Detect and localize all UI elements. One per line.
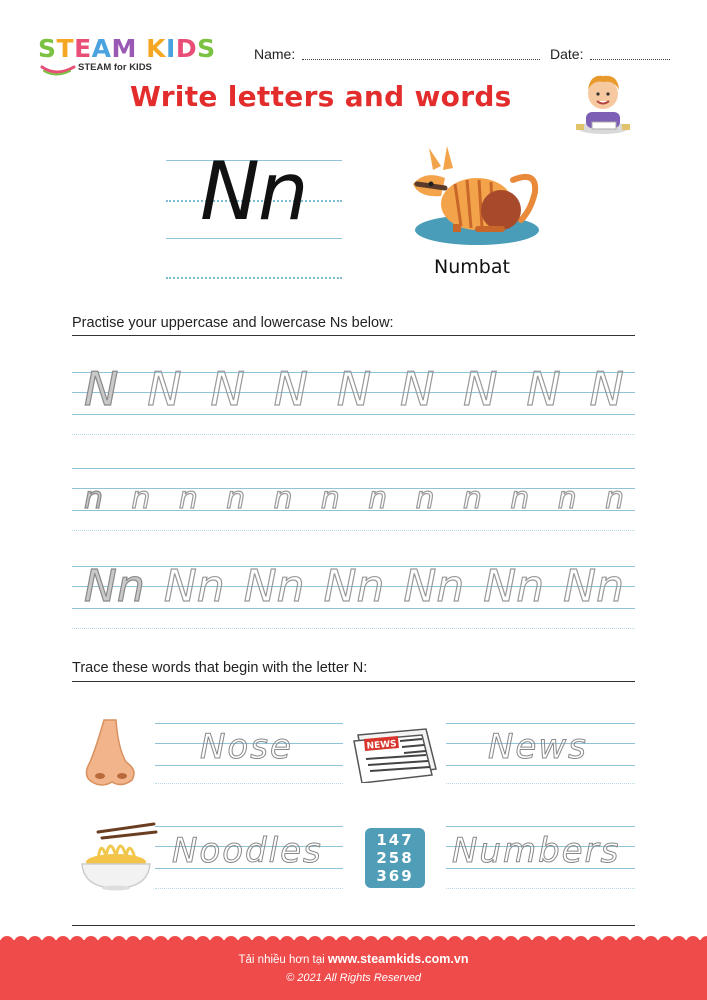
guide-line bbox=[446, 723, 635, 724]
divider bbox=[72, 925, 635, 926]
trace-letter[interactable]: n bbox=[226, 481, 246, 516]
trace-letter[interactable]: N bbox=[463, 362, 498, 416]
guide-line bbox=[155, 723, 343, 724]
trace-letter[interactable]: Nn bbox=[243, 561, 305, 612]
trace-letter[interactable]: n bbox=[462, 481, 482, 516]
footer-copyright: © 2021 All Rights Reserved bbox=[286, 972, 421, 984]
digit-row: 258 bbox=[376, 849, 414, 867]
trace-letter[interactable]: n bbox=[604, 481, 624, 516]
logo-letter: S bbox=[38, 34, 57, 63]
logo-wordmark bbox=[38, 34, 216, 63]
name-field[interactable] bbox=[302, 59, 540, 60]
logo-tagline: STEAM for KIDS bbox=[78, 62, 152, 73]
trace-letter[interactable]: Nn bbox=[403, 561, 465, 612]
word-trace-news[interactable]: News bbox=[488, 727, 588, 767]
section1-instruction: Practise your uppercase and lowercase Ns below: bbox=[72, 315, 394, 331]
trace-letter[interactable]: n bbox=[415, 481, 435, 516]
footer-site-link[interactable]: www.steamkids.com.vn bbox=[327, 952, 469, 966]
guide-line-dotted bbox=[446, 783, 635, 784]
trace-letter[interactable]: N bbox=[273, 362, 308, 416]
trace-letter[interactable]: Nn bbox=[483, 561, 545, 612]
lowercase-trace-row[interactable] bbox=[84, 482, 624, 516]
date-field[interactable] bbox=[590, 59, 670, 60]
logo-letter: D bbox=[175, 34, 198, 63]
trace-letter[interactable]: N bbox=[526, 362, 561, 416]
word-trace-noodles[interactable]: Noodles bbox=[172, 831, 323, 871]
logo-swoosh-icon bbox=[40, 63, 76, 77]
word-trace-nose[interactable]: Nose bbox=[200, 727, 293, 767]
news-badge: NEWS bbox=[366, 739, 398, 752]
logo-letter: A bbox=[91, 34, 112, 63]
section2-instruction: Trace these words that begin with the letter N: bbox=[72, 660, 368, 676]
guide-line-dotted bbox=[72, 628, 635, 629]
logo-letter: T bbox=[56, 34, 75, 63]
logo-letter bbox=[137, 34, 146, 63]
trace-letter[interactable]: n bbox=[557, 481, 577, 516]
trace-letter[interactable]: Nn bbox=[323, 561, 385, 612]
trace-letter[interactable]: N bbox=[147, 362, 182, 416]
numbers-icon bbox=[365, 828, 425, 888]
trace-letter[interactable]: N bbox=[210, 362, 245, 416]
featured-letters: Nn bbox=[200, 145, 307, 238]
trace-letter[interactable]: n bbox=[273, 481, 293, 516]
trace-letter[interactable]: n bbox=[178, 481, 198, 516]
footer-prefix: Tải nhiều hơn tại bbox=[238, 954, 325, 966]
animal-caption: Numbat bbox=[434, 256, 510, 278]
guide-line-dotted bbox=[155, 888, 343, 889]
logo-letter: I bbox=[166, 34, 176, 63]
guide-line bbox=[155, 826, 343, 827]
newspaper-icon bbox=[352, 725, 438, 783]
logo-letter: E bbox=[74, 34, 92, 63]
page-title: Write letters and words bbox=[130, 80, 512, 113]
trace-letter[interactable]: N bbox=[336, 362, 372, 416]
trace-letter[interactable]: Nn bbox=[163, 561, 225, 612]
noodles-icon bbox=[78, 822, 158, 892]
footer-download-line bbox=[0, 952, 707, 966]
guide-line-dotted bbox=[446, 888, 635, 889]
numbat-icon bbox=[405, 140, 545, 250]
guide-line bbox=[166, 238, 342, 239]
guide-line bbox=[72, 468, 635, 469]
logo-letter: K bbox=[146, 34, 166, 63]
trace-letter[interactable]: n bbox=[320, 481, 340, 516]
digit-row: 147 bbox=[376, 831, 414, 849]
pair-trace-row[interactable] bbox=[84, 560, 624, 612]
trace-letter[interactable]: n bbox=[131, 481, 151, 516]
trace-letter[interactable]: Nn bbox=[563, 561, 624, 612]
footer-band bbox=[0, 940, 707, 1000]
guide-line-dotted bbox=[72, 434, 635, 435]
model-letter: N bbox=[84, 362, 119, 416]
guide-line-dotted bbox=[72, 530, 635, 531]
logo-letter: M bbox=[111, 34, 137, 63]
child-writing-icon bbox=[572, 66, 634, 136]
nose-icon bbox=[82, 718, 138, 788]
model-letter: Nn bbox=[84, 561, 145, 612]
uppercase-trace-row[interactable] bbox=[84, 364, 624, 416]
date-label: Date: bbox=[550, 46, 584, 62]
guide-line-dotted bbox=[166, 277, 342, 279]
divider bbox=[72, 681, 635, 682]
trace-letter[interactable]: n bbox=[368, 481, 388, 516]
trace-letter[interactable]: N bbox=[399, 362, 435, 416]
guide-line-dotted bbox=[155, 783, 343, 784]
model-letter: n bbox=[84, 481, 104, 516]
trace-letter[interactable]: N bbox=[589, 362, 624, 416]
digit-row: 369 bbox=[376, 867, 414, 885]
word-trace-numbers[interactable]: Numbers bbox=[452, 831, 621, 871]
trace-letter[interactable]: n bbox=[510, 481, 530, 516]
logo-letter: S bbox=[197, 34, 216, 63]
guide-line bbox=[446, 826, 635, 827]
name-label: Name: bbox=[254, 46, 296, 62]
divider bbox=[72, 335, 635, 336]
